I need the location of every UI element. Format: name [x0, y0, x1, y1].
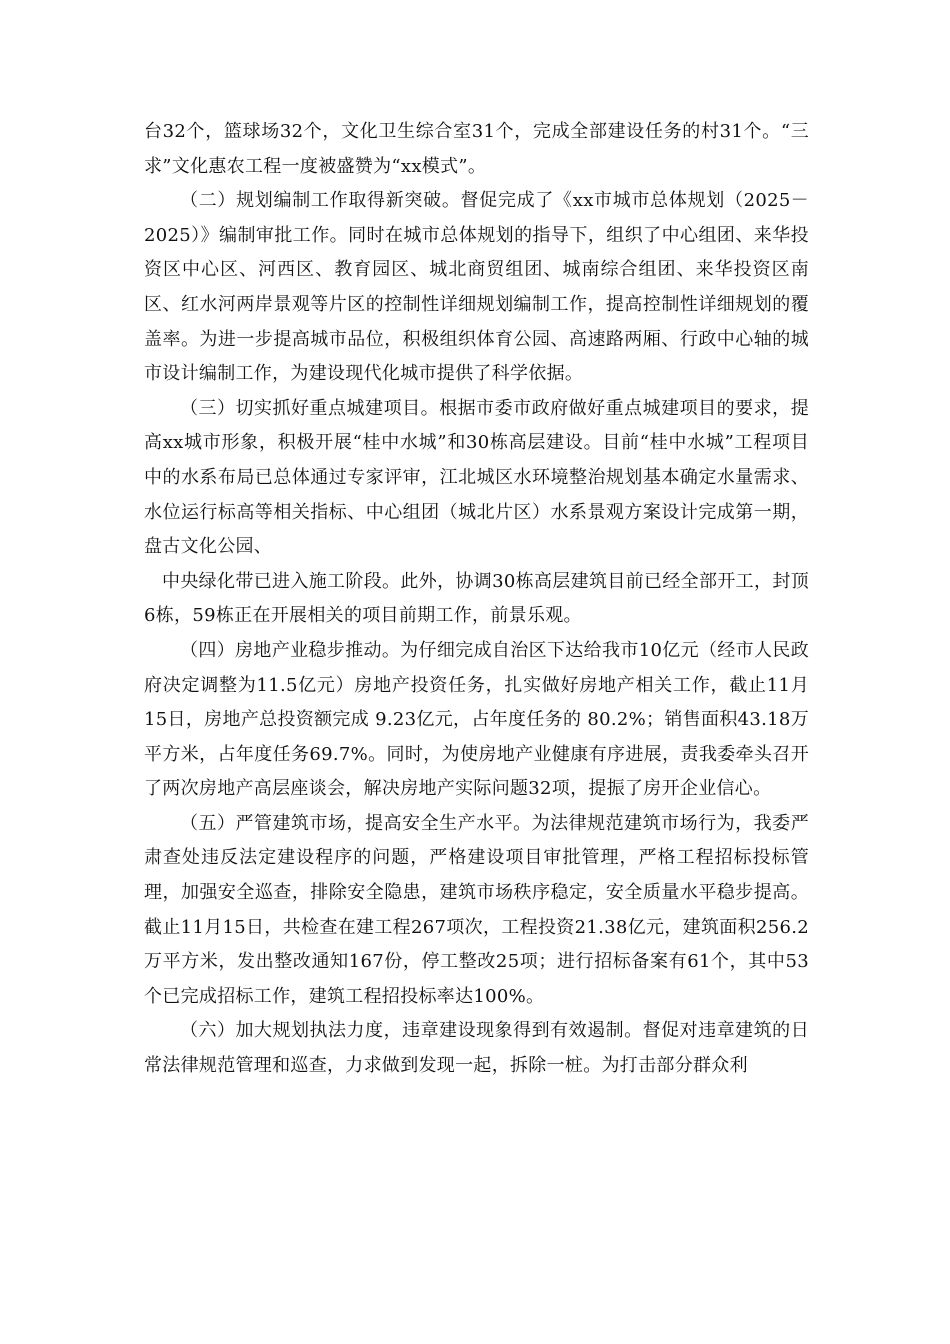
paragraph-construction-market: （五）严管建筑市场，提高安全生产水平。为法律规范建筑市场行为，我委严肃查处违反法定建设程序的问题，严格建设项目审批管理，严格工程招标投标管理，加强安全巡查，排除安全隐患，建筑市场秩序稳定，安全质量水平稳步提高。截止11月15日，共检查在建工程267项次，工程投资21.38亿元，建筑面积256.2万平方米，发出整改通知167份，停工整改25项；进行招标备案有61个，其中53个已完成招标工作，建筑工程招投标率达100%。	[144, 812, 809, 1007]
paragraph-real-estate: （四）房地产业稳步推动。为仔细完成自治区下达给我市10亿元（经市人民政府决定调整为11.5亿元）房地产投资任务，扎实做好房地产相关工作，截止11月15日，房地产总投资额完成 9.23亿元，占年度任务的 80.2%；销售面积43.18万平方米，占年度任务69.7%。同时，为使房地产业健康有序进展，责我委牵头召开了两次房地产高层座谈会，解决房地产实际问题32项，提振了房开企业信心。	[144, 639, 809, 800]
paragraph-planning: （二）规划编制工作取得新突破。督促完成了《xx市城市总体规划（2025－2025）》编制审批工作。同时在城市总体规划的指导下，组织了中心组团、来华投资区中心区、河西区、教育园区、城北商贸组团、城南综合组团、来华投资区南区、红水河两岸景观等片区的控制性详细规划编制工作，提高控制性详细规划的覆盖率。为进一步提高城市品位，积极组织体育公园、高速路两厢、行政中心轴的城市设计编制工作，为建设现代化城市提供了科学依据。	[144, 190, 809, 385]
document-body	[144, 115, 809, 1084]
paragraph-key-projects: （三）切实抓好重点城建项目。根据市委市政府做好重点城建项目的要求，提高xx城市形象，积极开展“桂中水城”和30栋高层建设。目前“桂中水城”工程项目中的水系布局已总体通过专家评审，江北城区水环境整治规划基本确定水量需求、水位运行标高等相关指标、中心组团（城北片区）水系景观方案设计完成第一期，盘古文化公园、	[144, 397, 809, 558]
paragraph-key-projects-continued: 中央绿化带已进入施工阶段。此外，协调30栋高层建筑目前已经全部开工，封顶6栋，59栋正在开展相关的项目前期工作，前景乐观。	[144, 570, 809, 627]
paragraph-continuation: 台32个，篮球场32个，文化卫生综合室31个，完成全部建设任务的村31个。“三求”文化惠农工程一度被盛赞为“xx模式”。	[144, 121, 809, 177]
paragraph-enforcement: （六）加大规划执法力度，违章建设现象得到有效遏制。督促对违章建筑的日常法律规范管理和巡查，力求做到发现一起，拆除一桩。为打击部分群众利	[144, 1020, 809, 1077]
